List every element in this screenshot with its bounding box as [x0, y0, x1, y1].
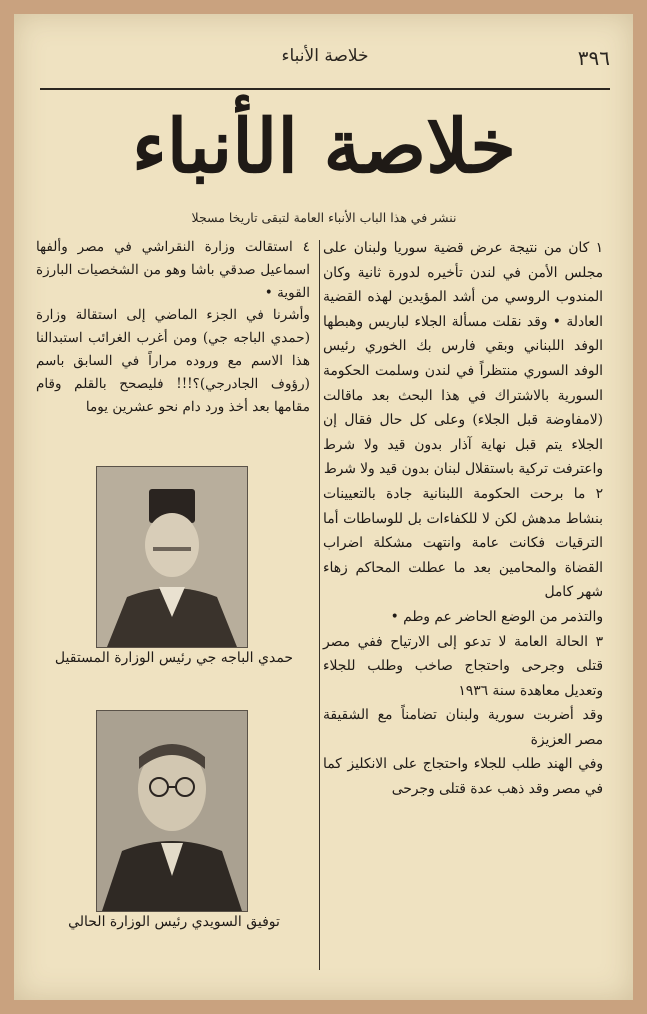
news-item-4-cont: وأشرنا في الجزء الماضي إلى استقالة وزارة (حمدي الباجه جي) ومن أغرب الغرائب استبدالنا هذا الاسم مع وروده مراراً في السابق باسم (رؤوف الجادرجي)؟!!! فليصحح بالقلم وقام مقامها بعد أخذ ورد دام نحو عشرين يوما: [36, 307, 310, 415]
section-subtitle: ننشر في هذا الباب الأنباء العامة لتبقى تاريخا مسجلا: [191, 210, 457, 225]
news-item-1: ١ كان من نتيجة عرض قضية سوريا ولبنان على مجلس الأمن في لندن تأخيره لدورة ثانية وكان المندوب الروسي من أشد المؤيدين لهذه القضية العادلة • وقد نقلت مسألة الجلاء لباريس وهبطها الوفد اللبناني وبقي فارس بك الخوري رئيس الوفد السوري منتظراً في لندن وسلمت الحكومة السورية بالاشتراك في هذا البحث بعد ماقالت (لامفاوضة قبل الجلاء) وعلى كل حال فقال إن الجلاء يتم قبل نهاية آذار بدون قيد ولا شرط واعترفت تركية باستقلال لبنان بدون قيد ولا شرط: [323, 240, 603, 478]
photo-caption-2: توفيق السويدي رئيس الوزارة الحالي: [68, 914, 280, 930]
left-column: [36, 236, 310, 418]
section-masthead: خلاصة الأنباء: [131, 104, 517, 190]
magazine-page: [14, 14, 633, 1000]
news-item-4: ٤ استقالت وزارة النقراشي في مصر وألفها اسماعيل صدقي باشا وهو من الشخصيات البارزة القوية •: [36, 239, 310, 301]
news-item-3-cont: وقد أضربت سورية ولبنان تضامناً مع الشقيقة مصر العزيزة: [323, 707, 603, 748]
photo-caption-1: حمدي الباجه جي رئيس الوزارة المستقيل: [54, 650, 294, 666]
news-item-2-cont: والتذمر من الوضع الحاضر عم وطم •: [390, 608, 603, 625]
portrait-fez-icon: [96, 466, 248, 648]
page-header: [40, 40, 610, 90]
page-number: ٣٩٦: [577, 46, 610, 70]
column-divider: [319, 240, 320, 970]
right-column: [323, 236, 603, 976]
running-title: خلاصة الأنباء: [281, 46, 369, 66]
news-item-3-india: وفي الهند طلب للجلاء واحتجاج على الانكليز كما في مصر وقد ذهب عدة قتلى وجرحى: [323, 756, 603, 798]
news-item-2: ٢ ما برحت الحكومة اللبنانية جادة بالتعيينات بنشاط مدهش لكن لا للكفاءات بل للوساطات أما الترقيات فكانت عامة وانتهت مشكلة اضراب القضاة والمحامين بعد ما عطلت المحاكم زهاء شهر كامل: [323, 485, 603, 601]
news-item-3: ٣ الحالة العامة لا تدعو إلى الارتياح ففي مصر قتلى وجرحى واحتجاج صاخب وطلب للجلاء وتعديل معاهدة سنة ١٩٣٦: [323, 633, 603, 699]
portrait-glasses-icon: [96, 710, 248, 912]
